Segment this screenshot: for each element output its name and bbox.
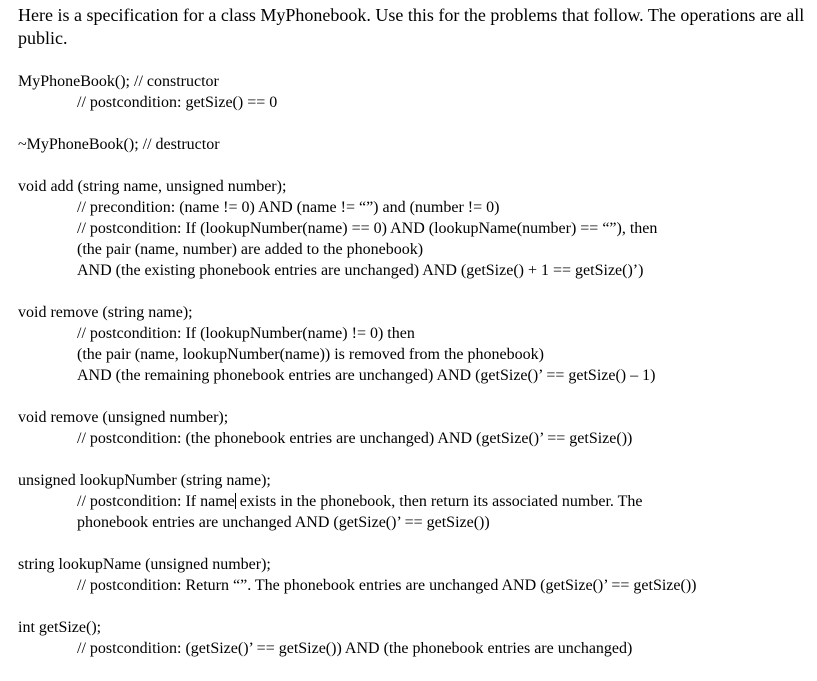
method-block: [18, 617, 813, 659]
method-signature: ~MyPhoneBook(); // destructor: [18, 136, 220, 153]
condition-line: AND (the existing phonebook entries are unchanged) AND (getSize() + 1 == getSize()’): [77, 262, 644, 279]
condition-line: // postcondition: (getSize()’ == getSize()) AND (the phonebook entries are unchanged): [77, 640, 633, 657]
condition-line: (the pair (name, lookupNumber(name)) is removed from the phonebook): [77, 346, 544, 363]
method-signature: void remove (string name);: [18, 304, 193, 321]
condition-line: // postcondition: If name exists in the phonebook, then return its associated number. The: [77, 493, 643, 510]
condition-line: // precondition: (name != 0) AND (name != “”) and (number != 0): [77, 199, 500, 216]
condition-line: // postcondition: (the phonebook entries are unchanged) AND (getSize()’ == getSize()): [77, 430, 633, 447]
class-specification: [18, 71, 813, 659]
method-signature: string lookupName (unsigned number);: [18, 556, 271, 573]
method-signature: unsigned lookupNumber (string name);: [18, 472, 271, 489]
condition-line: // postcondition: If (lookupNumber(name) != 0) then: [77, 325, 415, 342]
method-block: [18, 470, 813, 533]
method-block: [18, 71, 813, 113]
condition-line: // postcondition: getSize() == 0: [77, 94, 278, 111]
method-signature: void add (string name, unsigned number);: [18, 178, 287, 195]
method-block: [18, 134, 813, 155]
intro-paragraph: Here is a specification for a class MyPhonebook. Use this for the problems that follow. The operations are all public.: [18, 5, 805, 48]
method-block: [18, 302, 813, 386]
condition-line: // postcondition: If (lookupNumber(name) == 0) AND (lookupName(number) == “”), then: [77, 220, 658, 237]
condition-line: phonebook entries are unchanged AND (getSize()’ == getSize()): [77, 514, 490, 531]
method-block: [18, 176, 813, 281]
condition-line: // postcondition: Return “”. The phonebook entries are unchanged AND (getSize()’ == getSize()): [77, 577, 697, 594]
method-signature: void remove (unsigned number);: [18, 409, 229, 426]
method-signature: MyPhoneBook(); // constructor: [18, 73, 219, 90]
method-block: [18, 407, 813, 449]
condition-line: (the pair (name, number) are added to the phonebook): [77, 241, 424, 258]
document-body: [18, 4, 813, 680]
method-signature: int getSize();: [18, 619, 102, 636]
method-block: [18, 554, 813, 596]
condition-line: AND (the remaining phonebook entries are unchanged) AND (getSize()’ == getSize() – 1): [77, 367, 656, 384]
